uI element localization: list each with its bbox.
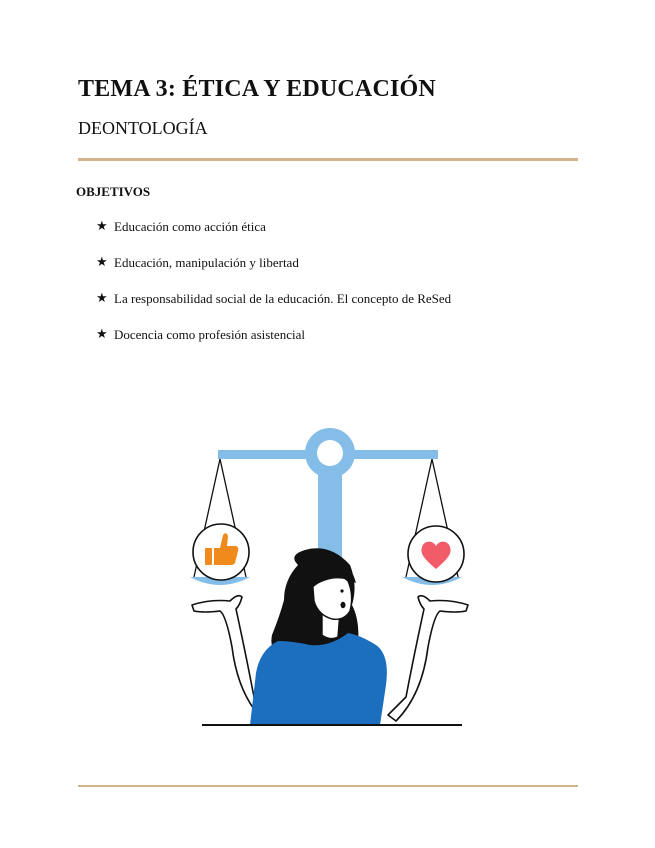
- objective-text: Educación, manipulación y libertad: [114, 255, 299, 270]
- objective-item: [96, 291, 451, 327]
- star-icon: ★: [96, 255, 108, 270]
- star-icon: ★: [96, 327, 108, 342]
- objectives-heading: OBJETIVOS: [76, 184, 151, 199]
- objective-item: [96, 219, 451, 255]
- objective-text: Docencia como profesión asistencial: [114, 327, 305, 342]
- like-badge: [193, 524, 249, 580]
- objective-text: La responsabilidad social de la educación. El concepto de ReSed: [114, 291, 452, 306]
- page-subtitle: DEONTOLOGÍA: [78, 118, 208, 138]
- love-badge: [408, 526, 464, 582]
- objective-item: [96, 255, 451, 291]
- star-icon: ★: [96, 219, 108, 234]
- objectives-list: [96, 219, 451, 363]
- bottom-divider: [78, 785, 578, 787]
- objective-item: [96, 327, 451, 363]
- ethics-scale-illustration: [180, 415, 480, 735]
- page-title: TEMA 3: ÉTICA Y EDUCACIÓN: [78, 76, 436, 102]
- star-icon: ★: [96, 291, 108, 306]
- top-divider: [78, 158, 578, 161]
- objective-text: Educación como acción ética: [114, 219, 266, 234]
